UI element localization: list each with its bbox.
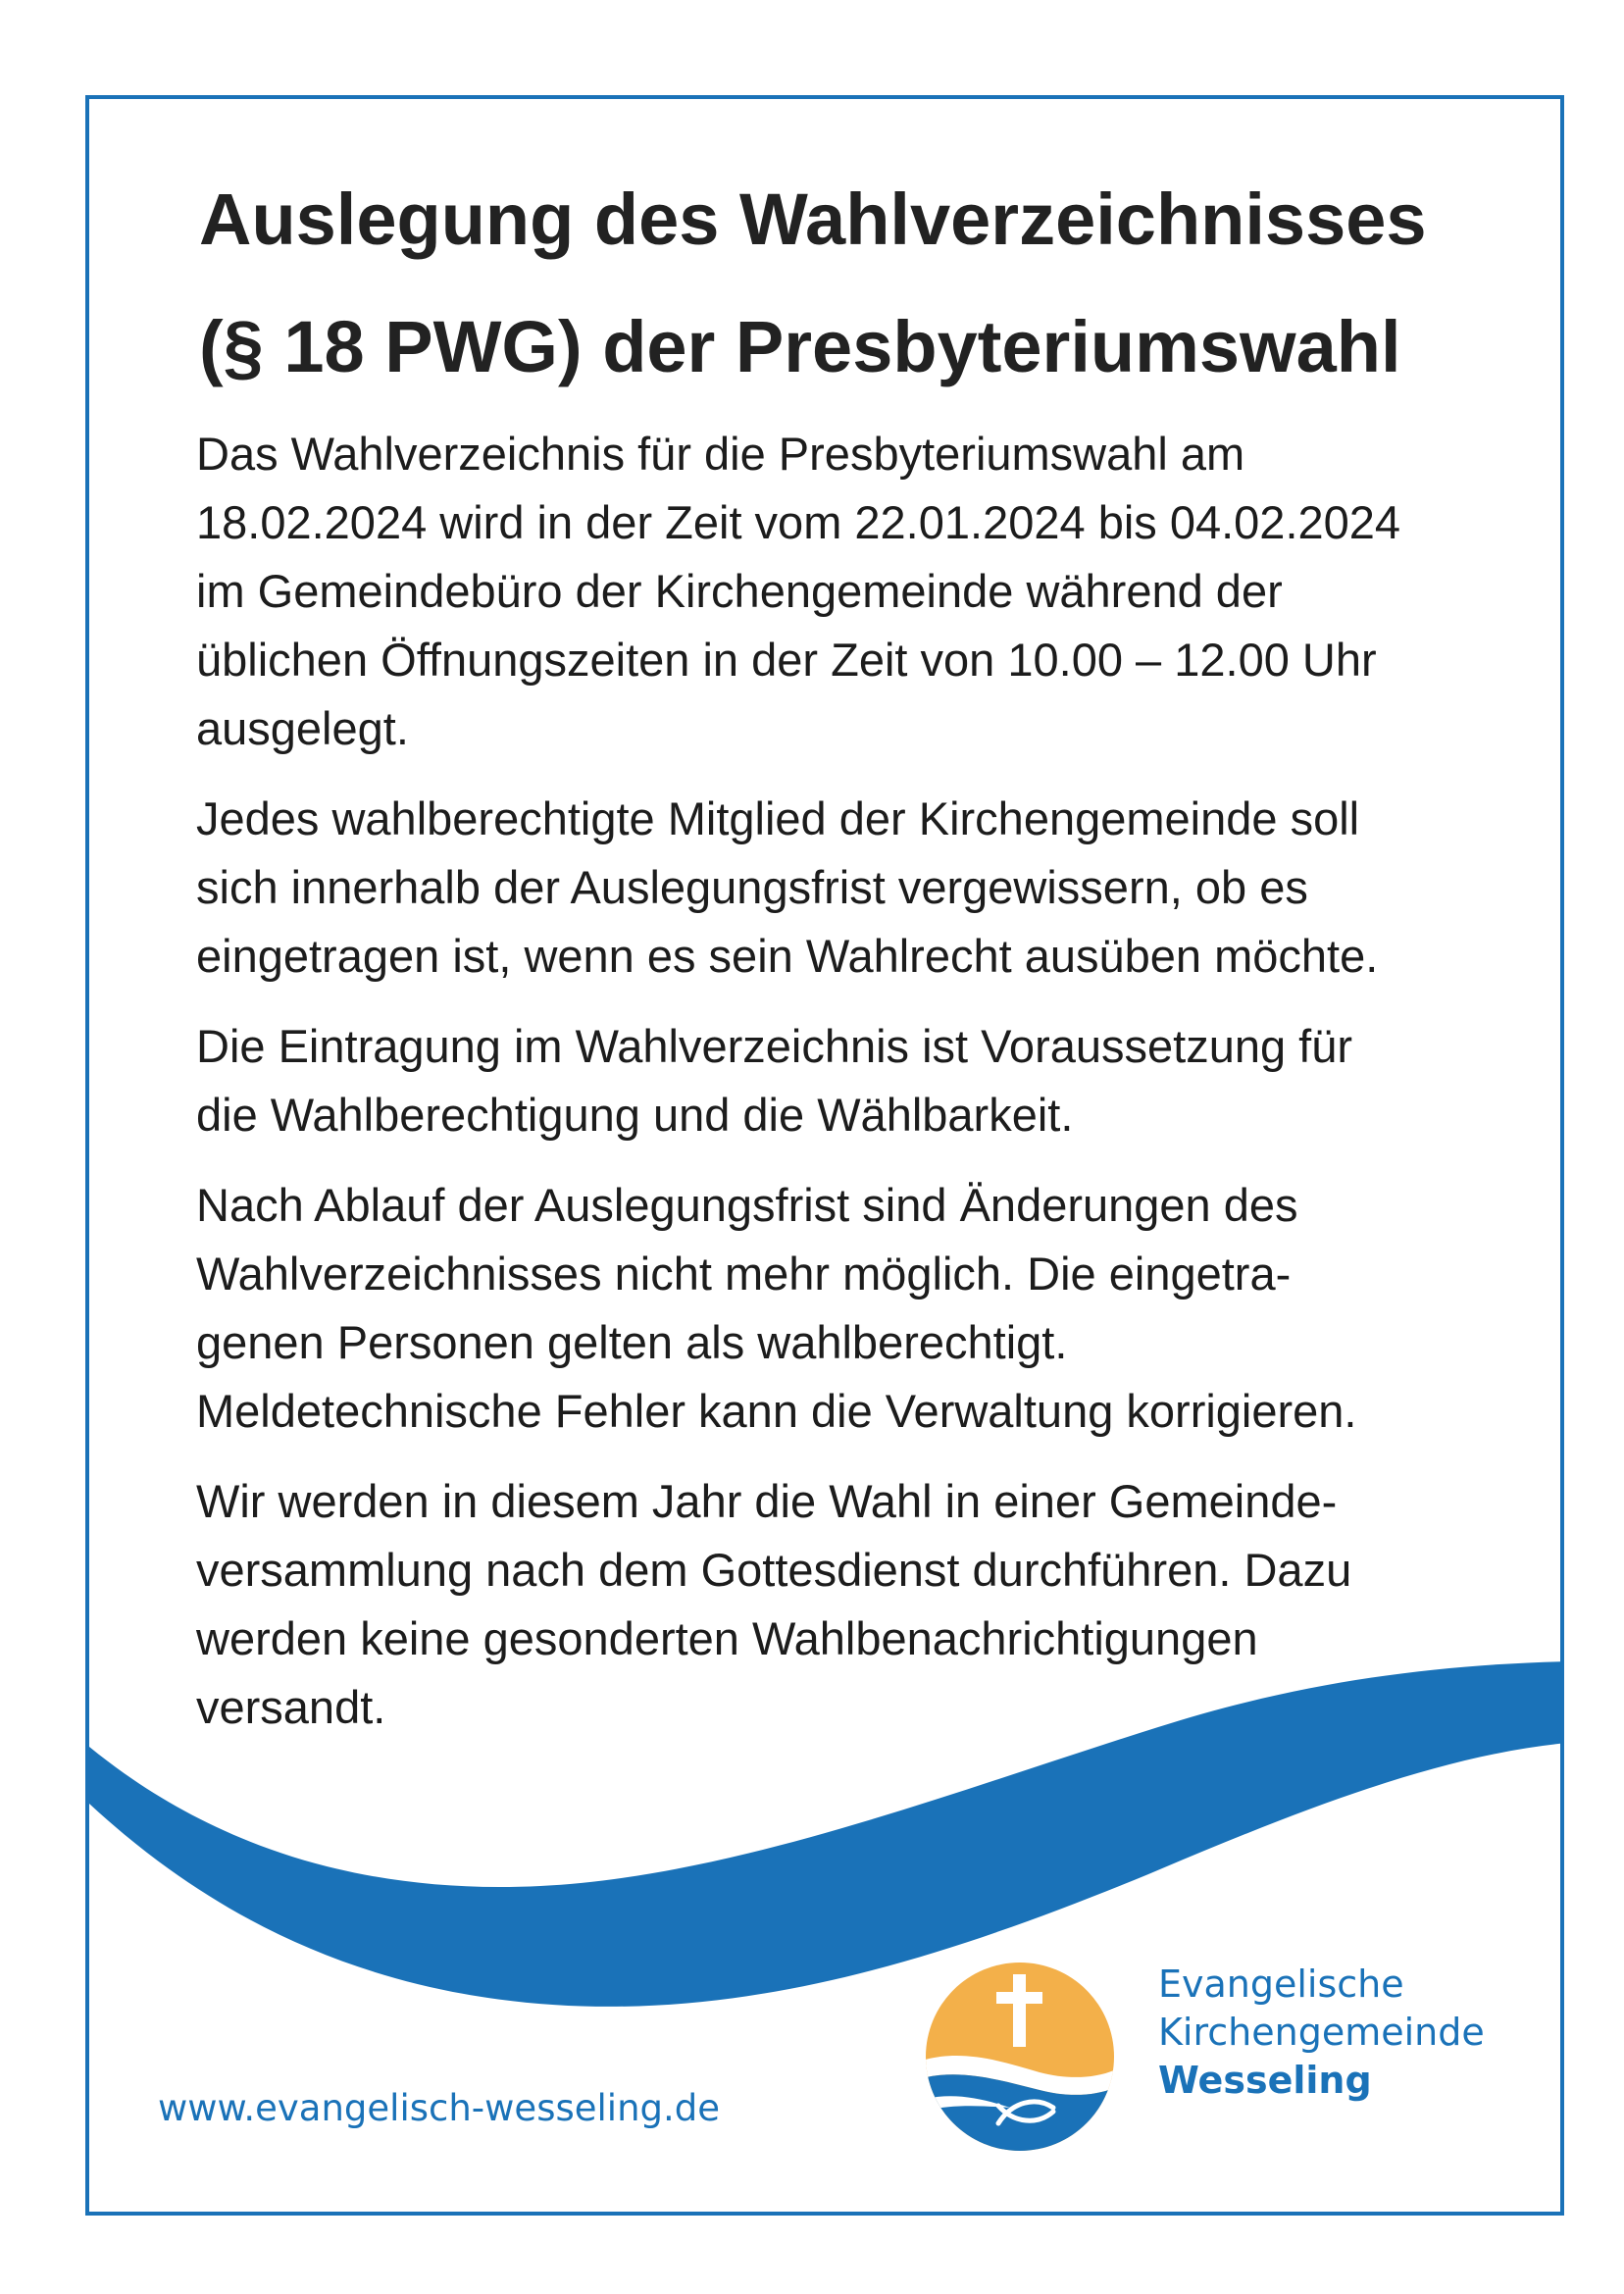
org-line-3: Wesseling [1158, 2059, 1372, 2102]
title-line-2: (§ 18 PWG) der Presbyteriumswahl [199, 306, 1401, 387]
paragraph-display-period [196, 420, 1564, 763]
text-line: Meldetechnische Fehler kann die Verwaltung korrigieren. [196, 1385, 1357, 1437]
text-line: versammlung nach dem Gottesdienst durchführen. Dazu [196, 1544, 1352, 1596]
text-line: sich innerhalb der Auslegungsfrist vergewissern, ob es [196, 861, 1308, 913]
text-line: Das Wahlverzeichnis für die Presbyteriumswahl am [196, 428, 1245, 480]
notice-title [199, 156, 1562, 411]
text-line: ausgelegt. [196, 702, 409, 754]
text-line: im Gemeindebüro der Kirchengemeinde während der [196, 565, 1283, 617]
text-line: Nach Ablauf der Auslegungsfrist sind Änderungen des [196, 1179, 1298, 1231]
text-line: Wir werden in diesem Jahr die Wahl in einer Gemeinde- [196, 1475, 1338, 1527]
organization-name [1158, 1961, 1485, 2105]
text-line: Wahlverzeichnisses nicht mehr möglich. Die eingetra- [196, 1248, 1292, 1300]
text-line: eingetragen ist, wenn es sein Wahlrecht ausüben möchte. [196, 930, 1379, 982]
paragraph-verification [196, 785, 1564, 991]
text-line: werden keine gesonderten Wahlbenachrichtigungen [196, 1612, 1258, 1664]
text-line: die Wahlberechtigung und die Wählbarkeit. [196, 1089, 1074, 1141]
church-logo-icon [922, 1959, 1118, 2155]
notice-body [196, 420, 1564, 1763]
text-line: üblichen Öffnungszeiten in der Zeit von 10.00 – 12.00 Uhr [196, 634, 1377, 686]
website-link[interactable]: www.evangelisch-wesseling.de [158, 2087, 721, 2129]
text-line: genen Personen gelten als wahlberechtigt. [196, 1316, 1068, 1368]
paragraph-assembly [196, 1467, 1564, 1742]
paragraph-changes [196, 1171, 1564, 1446]
org-line-2: Kirchengemeinde [1158, 2011, 1485, 2054]
text-line: versandt. [196, 1681, 386, 1733]
text-line: Die Eintragung im Wahlverzeichnis ist Voraussetzung für [196, 1020, 1353, 1072]
paragraph-requirement [196, 1012, 1564, 1149]
title-line-1: Auslegung des Wahlverzeichnisses [199, 178, 1427, 260]
text-line: Jedes wahlberechtigte Mitglied der Kirchengemeinde soll [196, 792, 1360, 844]
text-line: 18.02.2024 wird in der Zeit vom 22.01.2024 bis 04.02.2024 [196, 496, 1401, 548]
org-line-1: Evangelische [1158, 1963, 1404, 2006]
notice-frame [85, 95, 1564, 2216]
